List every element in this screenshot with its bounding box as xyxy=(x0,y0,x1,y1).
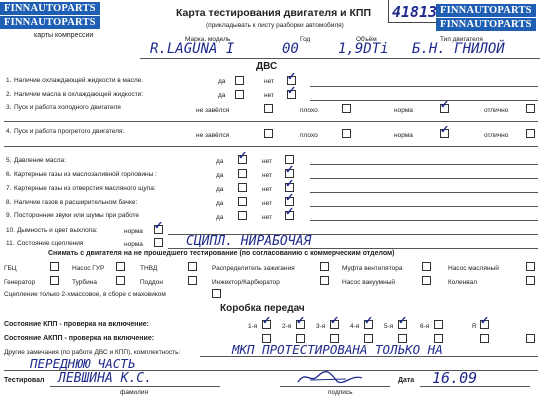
row-2-number: 2. xyxy=(6,91,12,98)
gear-6-checkbox[interactable] xyxy=(434,320,443,329)
gear-4-check-icon: ✓ xyxy=(364,315,374,327)
page-title: Карта тестирования двигателя и КПП xyxy=(176,7,372,19)
column-engine-type: Тип двигателя xyxy=(440,36,483,43)
row-2-label: Наличие масла в охлаждающей жидкости: xyxy=(14,91,144,98)
row-3-option-1: не завёлся xyxy=(196,107,230,114)
row-4-option-1-checkbox[interactable] xyxy=(264,129,273,138)
part-fan-clutch: Муфта вентилятора xyxy=(342,265,403,272)
gear-2-check-icon: ✓ xyxy=(296,315,306,327)
part-injector-checkbox[interactable] xyxy=(320,276,329,285)
row-5-no-checkbox[interactable] xyxy=(285,155,294,164)
row-10-number: 10. xyxy=(6,227,16,234)
gear-1: 1-я xyxy=(248,323,258,330)
part-turbine: Турбина xyxy=(72,279,97,286)
row-6-check-icon: ✓ xyxy=(285,164,295,176)
row-8-label: Наличие газов в расширительном бачке: xyxy=(14,199,138,206)
part-gur: Насос ГУР xyxy=(72,265,105,272)
row-2-no: нет xyxy=(264,92,274,99)
row-9-check-icon: ✓ xyxy=(285,206,295,218)
row-1-line xyxy=(310,86,538,87)
signature-icon xyxy=(296,368,366,386)
row-4-label: Пуск и работа прогретого двигателя: xyxy=(14,128,125,135)
row-7-line xyxy=(310,192,538,193)
row-3-number: 3. xyxy=(6,104,12,111)
akpp-label: Состояние АКПП - проверка на включение: xyxy=(4,335,155,342)
akpp-1-checkbox[interactable] xyxy=(480,334,489,343)
row-8-no: нет xyxy=(262,200,272,207)
gear-3-check-icon: ✓ xyxy=(330,315,340,327)
row-7-yes-checkbox[interactable] xyxy=(238,183,247,192)
row-3-check-icon: ✓ xyxy=(440,99,450,111)
remarks-text: МКП ПРОТЕСТИРОВАНА ТОЛЬКО НА xyxy=(232,342,443,357)
clutch-2mass-label: Сцепление только 2-хмассовое, в сборе с маховиком xyxy=(4,291,166,298)
part-vacuum-pump-checkbox[interactable] xyxy=(422,276,431,285)
row-3-option-4: отлично xyxy=(484,107,509,114)
row-4-option-4-checkbox[interactable] xyxy=(526,129,535,138)
row-5-line xyxy=(310,164,538,165)
part-sump: Поддон xyxy=(140,279,163,286)
row-4-option-4: отлично xyxy=(484,132,509,139)
row-2-yes: да xyxy=(218,92,226,99)
row-2-check-icon: ✓ xyxy=(287,85,297,97)
part-turbine-checkbox[interactable] xyxy=(116,276,125,285)
dvs-title: ДВС xyxy=(256,61,278,72)
part-crankshaft: Коленвал xyxy=(448,279,478,286)
watermark-top-left-2: FINNAUTOPARTS xyxy=(0,16,100,29)
row-6-line xyxy=(310,178,538,179)
watermark-top-right: FINNAUTOPARTS xyxy=(436,4,536,17)
part-tnvd: ТНВД xyxy=(140,265,158,272)
signature-caption: подпись xyxy=(328,389,353,396)
row-4-option-2: плохо xyxy=(300,132,318,139)
sheet-number: 41813 xyxy=(392,3,438,21)
part-distributor-checkbox[interactable] xyxy=(320,262,329,271)
part-fan-clutch-checkbox[interactable] xyxy=(422,262,431,271)
remarks-label: Другие замечания (по работе ДВС и КПП), комплектность: xyxy=(4,349,181,356)
row-8-number: 8. xyxy=(6,199,12,206)
gear-2: 2-я xyxy=(282,323,292,330)
date-value: 16.09 xyxy=(432,369,478,387)
sheet-number-frame xyxy=(388,0,437,23)
tester-line xyxy=(50,386,220,387)
part-vacuum-pump: Насос вакуумный xyxy=(342,279,396,286)
part-gbc-checkbox[interactable] xyxy=(50,262,59,271)
row-11-label: Состояние сцепления xyxy=(17,240,84,247)
row-6-yes-checkbox[interactable] xyxy=(238,169,247,178)
tested-label: Тестировал xyxy=(4,377,45,384)
column-brand: Марка, модель xyxy=(185,36,231,43)
page-subtitle: (прикладывать к листу разборки автомобиля) xyxy=(206,22,344,29)
part-gur-checkbox[interactable] xyxy=(116,262,125,271)
row-5-label: Давление масла: xyxy=(14,157,66,164)
row-8-check-icon: ✓ xyxy=(285,192,295,204)
row-3-line xyxy=(4,121,538,122)
row-1-yes-checkbox[interactable] xyxy=(235,76,244,85)
row-4-check-icon: ✓ xyxy=(440,124,450,136)
date-label: Дата xyxy=(398,377,415,384)
remarks-text-2: ПЕРЕДНЮЮ ЧАСТЬ xyxy=(30,356,136,371)
row-6-number: 6. xyxy=(6,171,12,178)
clutch-2mass-checkbox[interactable] xyxy=(212,289,221,298)
row-3-option-1-checkbox[interactable] xyxy=(264,104,273,113)
row-9-number: 9. xyxy=(6,212,12,219)
row-1-number: 1. xyxy=(6,77,12,84)
row-9-yes-checkbox[interactable] xyxy=(238,211,247,220)
row-4-option-2-checkbox[interactable] xyxy=(342,129,351,138)
vehicle-year: 00 xyxy=(282,41,299,57)
akpp-extra-checkbox[interactable] xyxy=(526,334,535,343)
gear-5-check-icon: ✓ xyxy=(398,315,408,327)
row-7-no: нет xyxy=(262,186,272,193)
row-11-norm-checkbox[interactable] xyxy=(154,238,163,247)
row-2-line xyxy=(310,100,538,101)
tester-name: ЛЕВШИНА К.С. xyxy=(58,371,152,386)
row-4-option-3: норма xyxy=(394,132,413,139)
gear-1-check-icon: ✓ xyxy=(262,315,272,327)
row-4-option-1: не завёлся xyxy=(196,132,230,139)
part-tnvd-checkbox[interactable] xyxy=(188,262,197,271)
gearbox-title: Коробка передач xyxy=(220,303,305,314)
part-gbc: ГБЦ xyxy=(4,265,17,272)
row-3-option-2-checkbox[interactable] xyxy=(342,104,351,113)
row-11-number: 11. xyxy=(6,240,15,247)
row-2-yes-checkbox[interactable] xyxy=(235,90,244,99)
row-3-option-4-checkbox[interactable] xyxy=(526,104,535,113)
row-11-norm: норма xyxy=(124,241,143,248)
part-generator: Генератор xyxy=(4,279,36,286)
row-1-yes: да xyxy=(218,78,226,85)
row-8-yes: да xyxy=(216,200,224,207)
signature-line xyxy=(280,386,390,387)
row-9-yes: да xyxy=(216,214,224,221)
row-4-line xyxy=(4,146,538,147)
part-distributor: Распределитель зажигания xyxy=(212,265,295,272)
row-7-check-icon: ✓ xyxy=(285,178,295,190)
date-line xyxy=(420,386,530,387)
gear-r: R xyxy=(472,323,477,330)
row-8-yes-checkbox[interactable] xyxy=(238,197,247,206)
gear-5: 5-я xyxy=(384,323,394,330)
row-6-label: Картерные газы из маслозаливной горловины : xyxy=(14,171,157,178)
row-10-check-icon: ✓ xyxy=(154,220,164,232)
row-8-line xyxy=(310,206,538,207)
row-10-norm: норма xyxy=(124,228,143,235)
surname-caption: фамилия xyxy=(120,389,149,396)
row-7-yes: да xyxy=(216,186,224,193)
row-9-line xyxy=(310,220,538,221)
row-3-option-3: норма xyxy=(394,107,413,114)
removed-parts-title: Снимать с двигателя на не прошедшего тестирование (по согласованию с коммерческим отделом) xyxy=(48,250,395,257)
row-3-option-2: плохо xyxy=(300,107,318,114)
row-5-check-icon: ✓ xyxy=(238,150,248,162)
row-7-label: Картерные газы из отверстия масляного щупа: xyxy=(14,185,156,192)
gear-r-check-icon: ✓ xyxy=(480,315,490,327)
row-5-no: нет xyxy=(262,158,272,165)
row-5-yes: да xyxy=(216,158,224,165)
row-6-no: нет xyxy=(262,172,272,179)
kpp-label: Состояние КПП - проверка на включение: xyxy=(4,321,149,328)
column-year: Год xyxy=(300,36,311,43)
row-3-label: Пуск и работа холодного двигателя xyxy=(14,104,121,111)
vehicle-note: Б.Н. ГНИЛОЙ xyxy=(412,41,505,57)
row-9-no: нет xyxy=(262,214,272,221)
compression-card-note: карты компрессии xyxy=(34,32,94,39)
row-4-number: 4. xyxy=(6,128,12,135)
watermark-right-2: FINNAUTOPARTS xyxy=(436,18,536,31)
part-injector: Инжектор/Карбюратор xyxy=(212,279,280,286)
row-5-number: 5. xyxy=(6,157,12,164)
gear-3: 3-я xyxy=(316,323,326,330)
part-crankshaft-checkbox[interactable] xyxy=(526,276,535,285)
row-1-no: нет xyxy=(264,78,274,85)
row-1-label: Наличие охлаждающей жидкости в масле. xyxy=(14,77,144,84)
vehicle-volume: 1,9DTi xyxy=(338,41,389,57)
part-generator-checkbox[interactable] xyxy=(50,276,59,285)
gear-4: 4-я xyxy=(350,323,360,330)
clutch-note: СЦИПЛ. НИРАБОЧАЯ xyxy=(186,234,312,249)
row-10-label: Дымность и цвет выхлопа: xyxy=(17,227,98,234)
gear-6: 6-я xyxy=(420,323,430,330)
column-volume: Объём xyxy=(356,36,377,43)
remarks-line-1 xyxy=(200,356,538,357)
row-9-label: Посторонние звуки или шумы при работе xyxy=(14,212,140,219)
part-oil-pump: Насос масляный xyxy=(448,265,499,272)
part-oil-pump-checkbox[interactable] xyxy=(526,262,535,271)
part-sump-checkbox[interactable] xyxy=(188,276,197,285)
vehicle-line xyxy=(140,58,540,59)
row-11-line xyxy=(168,248,538,249)
row-1-check-icon: ✓ xyxy=(287,71,297,83)
row-7-number: 7. xyxy=(6,185,12,192)
watermark-top-left-1: FINNAUTOPARTS xyxy=(0,2,100,15)
row-6-yes: да xyxy=(216,172,224,179)
vehicle-model: R.LAGUNA I xyxy=(150,41,235,57)
